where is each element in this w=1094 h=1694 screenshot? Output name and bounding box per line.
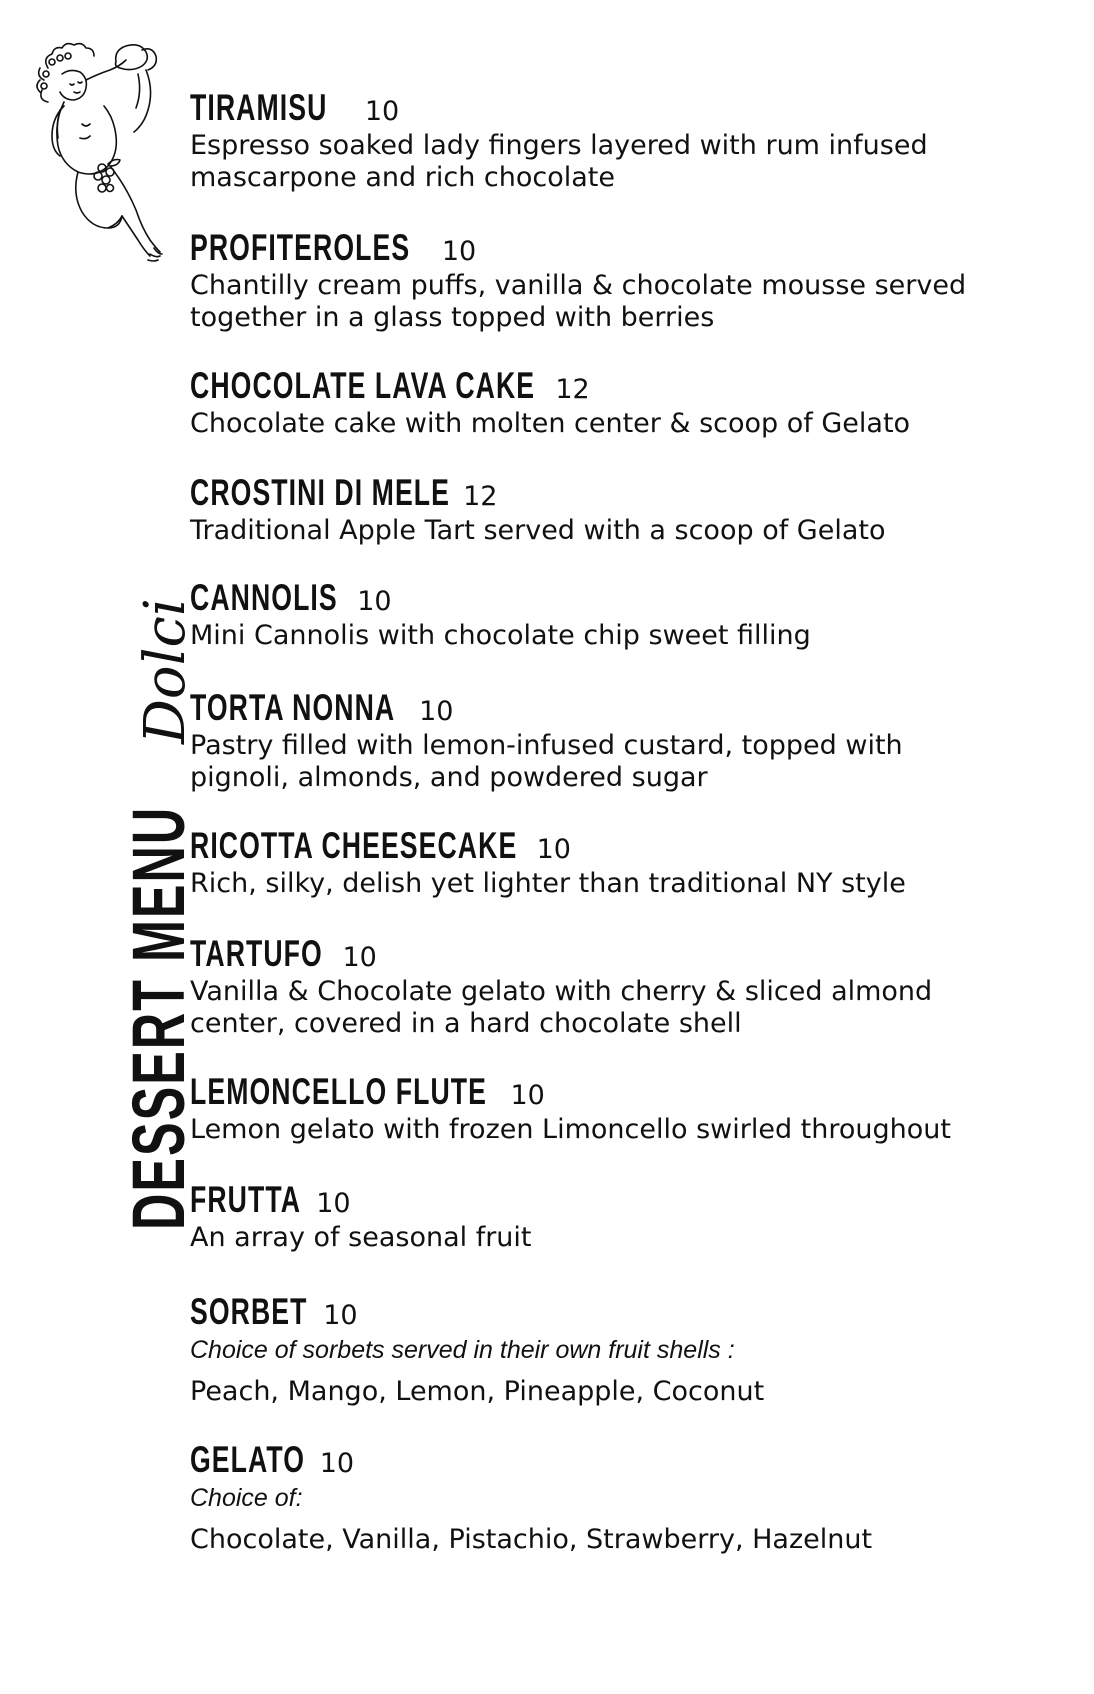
side-title xyxy=(117,598,200,1230)
item-price: 10 xyxy=(316,1188,351,1219)
item-name: GELATO xyxy=(190,1439,306,1480)
menu-item-sorbet xyxy=(190,1290,1070,1408)
item-name: CROSTINI DI MELE xyxy=(190,472,451,513)
item-options: Chocolate, Vanilla, Pistachio, Strawberry, Hazelnut xyxy=(190,1524,873,1555)
item-name: TARTUFO xyxy=(190,933,323,974)
item-description: Chocolate cake with molten center & scoop of Gelato xyxy=(190,408,911,439)
item-price: 10 xyxy=(536,834,571,865)
item-description: Mini Cannolis with chocolate chip sweet filling xyxy=(190,620,811,651)
menu-item-cannolis xyxy=(190,576,1070,652)
item-description: Espresso soaked lady fingers layered with rum infused mascarpone and rich chocolate xyxy=(190,130,928,193)
item-price: 10 xyxy=(342,942,377,973)
item-note: Choice of sorbets served in their own fruit shells : xyxy=(190,1336,735,1364)
menu-item-profiteroles xyxy=(190,226,1070,334)
item-name: LEMONCELLO FLUTE xyxy=(190,1071,487,1112)
item-price: 10 xyxy=(323,1300,358,1331)
item-price: 10 xyxy=(357,586,392,617)
item-name: TIRAMISU xyxy=(190,87,328,128)
item-price: 10 xyxy=(510,1080,545,1111)
cherub-illustration-icon xyxy=(18,40,168,270)
menu-item-crostini-di-mele xyxy=(190,471,1070,547)
item-name: SORBET xyxy=(190,1291,308,1332)
item-name: CHOCOLATE LAVA CAKE xyxy=(190,365,536,406)
dolci-script-title: Dolci xyxy=(133,598,198,745)
menu-item-gelato xyxy=(190,1438,1070,1556)
item-description: Traditional Apple Tart served with a scoop of Gelato xyxy=(190,515,886,546)
dessert-menu-title: DESSERT MENU xyxy=(117,805,200,1230)
item-description: An array of seasonal fruit xyxy=(190,1222,532,1253)
item-note: Choice of: xyxy=(190,1484,303,1512)
menu-item-lemoncello-flute xyxy=(190,1070,1070,1146)
item-name: CANNOLIS xyxy=(190,577,338,618)
menu-item-tartufo xyxy=(190,932,1070,1040)
item-name: TORTA NONNA xyxy=(190,687,396,728)
menu-item-torta-nonna xyxy=(190,686,1070,794)
item-name: RICOTTA CHEESECAKE xyxy=(190,825,518,866)
menu-item-ricotta-cheesecake xyxy=(190,824,1070,900)
item-name: PROFITEROLES xyxy=(190,227,411,268)
item-price: 10 xyxy=(364,96,400,127)
item-price: 10 xyxy=(319,1448,355,1479)
item-description: Lemon gelato with frozen Limoncello swirled throughout xyxy=(190,1114,951,1145)
item-description: Rich, silky, delish yet lighter than traditional NY style xyxy=(190,868,906,899)
item-description: Vanilla & Chocolate gelato with cherry & sliced almond center, covered in a hard chocolate shell xyxy=(190,976,933,1039)
item-price: 10 xyxy=(441,236,477,267)
item-price: 12 xyxy=(463,481,498,512)
item-description: Pastry filled with lemon-infused custard, topped with pignoli, almonds, and powdered sugar xyxy=(190,730,903,793)
menu-item-chocolate-lava-cake xyxy=(190,364,1070,440)
item-price: 10 xyxy=(419,696,454,727)
item-name: FRUTTA xyxy=(190,1179,302,1220)
item-price: 12 xyxy=(555,374,590,405)
item-description: Chantilly cream puffs, vanilla & chocolate mousse served together in a glass topped with berries xyxy=(190,270,967,333)
item-options: Peach, Mango, Lemon, Pineapple, Coconut xyxy=(190,1376,765,1407)
menu-item-frutta xyxy=(190,1178,1070,1254)
menu-item-tiramisu xyxy=(190,86,1070,194)
